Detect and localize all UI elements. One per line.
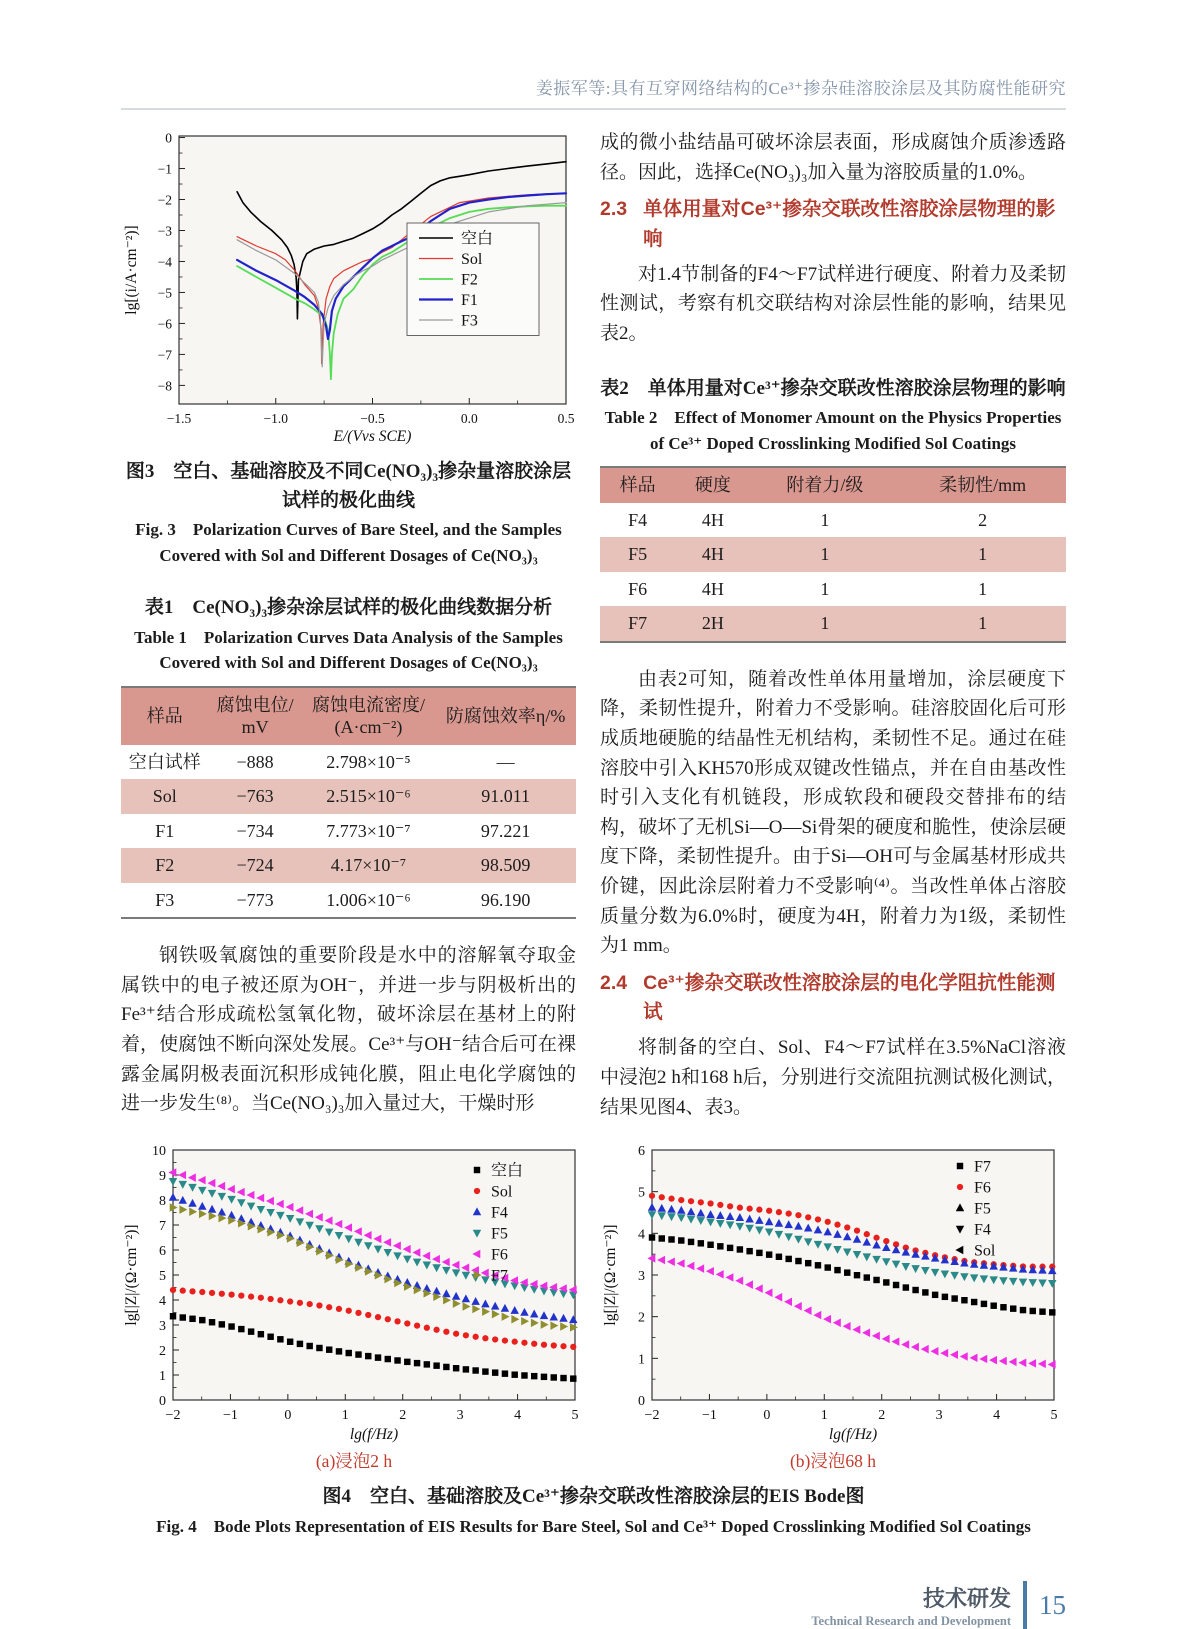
cell: F5 <box>628 544 648 565</box>
section-title: Ce³⁺掺杂交联改性溶胶涂层的电化学阻抗性能测试 <box>643 971 1056 1024</box>
cell: 2.798×10⁻⁵ <box>326 751 411 772</box>
cell: 1 <box>820 578 830 599</box>
svg-text:F7: F7 <box>974 1158 991 1176</box>
svg-text:10: 10 <box>152 1144 166 1160</box>
svg-text:0: 0 <box>165 130 172 146</box>
table-row <box>121 814 576 849</box>
svg-text:2: 2 <box>159 1344 166 1360</box>
svg-text:F6: F6 <box>974 1179 991 1197</box>
svg-text:1: 1 <box>820 1408 828 1424</box>
svg-text:−1: −1 <box>157 161 172 177</box>
svg-text:−6: −6 <box>157 316 172 332</box>
table-row <box>600 503 1066 538</box>
fig4-caption-en: Fig. 4 Bode Plots Representation of EIS Results for Bare Steel, Sol and Ce³⁺ Doped Crosslinking Modified Sol Coatings <box>156 1517 1031 1537</box>
header-line: 腐蚀电位/ <box>216 694 294 715</box>
svg-text:0: 0 <box>284 1408 292 1424</box>
svg-text:−2: −2 <box>157 192 172 208</box>
svg-text:−1.5: −1.5 <box>166 411 192 426</box>
table1-caption-zh: 表1 Ce(NO₃)₃掺杂涂层试样的极化曲线数据分析 <box>144 597 553 618</box>
cell: 4H <box>701 544 724 565</box>
svg-text:F2: F2 <box>461 271 478 289</box>
fig4-caption-a: (a)浸泡2 h <box>315 1451 393 1472</box>
section-title: 单体用量对Ce³⁺掺杂交联改性溶胶涂层物理的影响 <box>643 198 1056 250</box>
header-line: 样品 <box>146 705 183 726</box>
table2-block <box>600 375 1066 643</box>
svg-text:3: 3 <box>159 1319 166 1335</box>
cell: F3 <box>155 889 175 910</box>
svg-text:2: 2 <box>399 1408 407 1424</box>
svg-text:F5: F5 <box>491 1225 508 1243</box>
paragraph: 将制备的空白、Sol、F4～F7试样在3.5%NaCl溶液中浸泡2 h和168 h后，分别进行交流阻抗测试极化测试，结果见图4、表3。 <box>600 1037 1066 1118</box>
table1 <box>121 686 576 920</box>
table-row <box>121 779 576 814</box>
table-row <box>600 572 1066 607</box>
cell: −888 <box>236 751 274 772</box>
svg-text:3: 3 <box>456 1408 464 1424</box>
cell: 1 <box>820 544 830 565</box>
fig3-caption-zh: 图3 空白、基础溶胶及不同Ce(NO₃)₃掺杂量溶胶涂层试样的极化曲线 <box>125 461 572 511</box>
header-line: 硬度 <box>694 475 731 496</box>
cell: F4 <box>628 509 648 530</box>
cell: 91.011 <box>481 786 531 806</box>
cell: 98.509 <box>480 855 531 875</box>
svg-text:0: 0 <box>763 1408 771 1424</box>
cell: 2H <box>701 613 724 634</box>
cell: 2.515×10⁻⁶ <box>326 786 411 806</box>
page-number: 15 <box>1039 1589 1066 1620</box>
svg-text:F6: F6 <box>491 1246 508 1264</box>
cell: 4.17×10⁻⁷ <box>330 855 407 875</box>
svg-text:4: 4 <box>514 1408 522 1424</box>
fig4-caption-zh: 图4 空白、基础溶胶及Ce³⁺掺杂交联改性溶胶涂层的EIS Bode图 <box>322 1486 865 1508</box>
paragraph: 对1.4节制备的F4～F7试样进行硬度、附着力及柔韧性测试，考察有机交联结构对涂层性能的影响，结果见表2。 <box>600 263 1066 344</box>
cell: −773 <box>236 889 274 910</box>
table1-body <box>121 745 576 919</box>
footer-text <box>811 1582 1011 1629</box>
svg-text:6: 6 <box>159 1244 166 1260</box>
svg-text:0: 0 <box>159 1394 166 1410</box>
svg-text:lg[|Z|/(Ω·cm⁻²)]: lg[|Z|/(Ω·cm⁻²)] <box>602 1224 619 1326</box>
svg-text:2: 2 <box>638 1310 645 1326</box>
cell: 1.006×10⁻⁶ <box>326 889 411 910</box>
svg-text:Sol: Sol <box>461 251 483 268</box>
cell: F7 <box>628 613 648 634</box>
fig4-plot-b <box>600 1138 1066 1473</box>
svg-text:4: 4 <box>993 1408 1001 1424</box>
svg-text:空白: 空白 <box>461 230 494 248</box>
table1-caption-en: Table 1 Polarization Curves Data Analysis of the Samples Covered with Sol and Different Dosages of Ce(NO₃)₃ <box>134 627 563 672</box>
cell: F2 <box>155 855 175 875</box>
svg-text:−3: −3 <box>157 223 172 239</box>
svg-text:Sol: Sol <box>491 1183 513 1201</box>
right-column <box>600 128 1066 1122</box>
fig3-caption-en: Fig. 3 Polarization Curves of Bare Steel, and the Samples Covered with Sol and Different Dosages of Ce(NO₃)₃ <box>135 520 562 565</box>
fig4-caption-b: (b)浸泡68 h <box>789 1451 877 1472</box>
table-row <box>121 848 576 883</box>
svg-text:−1: −1 <box>701 1408 717 1424</box>
header-line: 附着力/级 <box>786 475 864 496</box>
section-number: 2.4 <box>600 971 628 994</box>
table2 <box>600 466 1066 643</box>
header-line: 腐蚀电流密度/ <box>311 694 425 715</box>
table1-header-row <box>121 687 576 745</box>
table2-col-flexibility <box>899 467 1066 503</box>
svg-text:1: 1 <box>159 1369 166 1385</box>
header-line: 样品 <box>619 475 656 496</box>
svg-text:6: 6 <box>638 1144 645 1160</box>
header-rule <box>121 108 1066 110</box>
cell: 1 <box>820 613 830 634</box>
cell: −724 <box>236 855 274 875</box>
svg-text:7: 7 <box>159 1219 166 1235</box>
paragraph-left: 钢铁吸氧腐蚀的重要阶段是水中的溶解氧夺取金属铁中的电子被还原为OH⁻，并进一步与阴极析出的Fe³⁺结合形成疏松氢氧化物，破坏涂层在基材上的附着，使腐蚀不断向深处发展。Ce³⁺与OH⁻结合后可在裸露金属阴极表面沉积形成钝化膜，阻止电化学腐蚀的进一步发生⁽⁸⁾。当Ce(NO₃)₃加入量过大，干燥时形 <box>121 945 576 1115</box>
cell: 97.221 <box>480 820 531 841</box>
svg-text:3: 3 <box>638 1269 645 1285</box>
svg-text:lg(f/Hz): lg(f/Hz) <box>828 1426 878 1444</box>
fig3-polarization-chart <box>121 128 576 450</box>
svg-text:−4: −4 <box>157 254 172 270</box>
svg-text:4: 4 <box>638 1227 645 1243</box>
header-line: 柔韧性/mm <box>939 475 1027 496</box>
svg-text:F1: F1 <box>461 292 478 309</box>
header-line: mV <box>241 717 269 737</box>
svg-text:0.0: 0.0 <box>460 411 478 426</box>
two-column-layout <box>121 128 1066 1122</box>
cell: 1 <box>978 578 988 599</box>
svg-text:F4: F4 <box>491 1204 508 1222</box>
footer-block <box>811 1581 1066 1629</box>
figure-4 <box>121 1138 1066 1473</box>
svg-text:8: 8 <box>159 1194 166 1210</box>
cell: 1 <box>820 509 830 530</box>
svg-text:F5: F5 <box>974 1200 991 1218</box>
paragraph: 成的微小盐结晶可破坏涂层表面，形成腐蚀介质渗透路径。因此，选择Ce(NO₃)₃加入量为溶胶质量的1.0%。 <box>600 132 1066 183</box>
table2-caption-zh: 表2 单体用量对Ce³⁺掺杂交联改性溶胶涂层物理的影响 <box>600 377 1066 399</box>
svg-text:−5: −5 <box>157 285 172 301</box>
svg-text:1: 1 <box>341 1408 349 1424</box>
svg-text:F3: F3 <box>461 312 478 330</box>
svg-text:Sol: Sol <box>974 1242 996 1260</box>
svg-text:9: 9 <box>159 1169 166 1185</box>
running-head: 姜振军等:具有互穿网络结构的Ce³⁺掺杂硅溶胶涂层及其防腐性能研究 <box>535 79 1066 98</box>
svg-text:−1: −1 <box>222 1408 238 1424</box>
svg-text:F4: F4 <box>974 1221 991 1239</box>
table-row <box>121 883 576 919</box>
svg-text:1: 1 <box>638 1352 645 1368</box>
cell: −763 <box>236 786 274 806</box>
svg-text:空白: 空白 <box>491 1162 524 1180</box>
figure-3 <box>121 128 576 568</box>
svg-text:−0.5: −0.5 <box>360 411 385 426</box>
svg-text:−1.0: −1.0 <box>263 411 288 426</box>
svg-text:lg[|Z|/(Ω·cm⁻²)]: lg[|Z|/(Ω·cm⁻²)] <box>123 1224 140 1326</box>
table-row <box>600 606 1066 642</box>
svg-text:0.5: 0.5 <box>557 411 575 426</box>
section-2-3-heading <box>600 195 1066 254</box>
paragraph: 由表2可知，随着改性单体用量增加，涂层硬度下降，柔韧性提升，附着力不受影响。硅溶胶固化后可形成质地硬脆的结晶性无机结构，柔韧性不足。通过在硅溶胶中引入KH570形成双键改性锚点，并在自由基改性时引入支化有机链段，形成软段和硬段交替排布的结构，破坏了无机Si—O—Si骨架的硬度和脆性，使涂层硬度下降，柔韧性提升。由于Si—OH可与金属基材形成共价键，因此涂层附着力不受影响⁽⁴⁾。当改性单体占溶胶质量分数为6.0%时，硬度为4H，附着力为1级，柔韧性为1 mm。 <box>600 668 1066 957</box>
svg-text:−2: −2 <box>644 1408 660 1424</box>
svg-text:−7: −7 <box>157 347 172 363</box>
table1-head <box>121 687 576 745</box>
svg-text:5: 5 <box>1050 1408 1058 1424</box>
footer-section-zh: 技术研发 <box>922 1585 1011 1611</box>
table2-body <box>600 503 1066 642</box>
cell: 4H <box>701 578 724 599</box>
cell: — <box>496 751 515 772</box>
table2-header-row <box>600 467 1066 503</box>
svg-text:F7: F7 <box>491 1267 508 1285</box>
footer-section-en: Technical Research and Development <box>811 1613 1011 1628</box>
table1-col-potential <box>209 687 302 745</box>
cell: 7.773×10⁻⁷ <box>326 820 411 841</box>
cell: 4H <box>701 509 724 530</box>
cell: Sol <box>152 786 177 806</box>
cell: 1 <box>978 613 988 634</box>
table-row <box>121 745 576 780</box>
section-2-4-heading <box>600 969 1066 1028</box>
svg-text:4: 4 <box>159 1294 166 1310</box>
cell: 1 <box>978 544 988 565</box>
spacer <box>121 919 576 941</box>
svg-text:2: 2 <box>878 1408 886 1424</box>
cell: F1 <box>155 820 175 841</box>
footer-accent-bar <box>1023 1581 1027 1629</box>
svg-text:lg(f/Hz): lg(f/Hz) <box>349 1426 399 1444</box>
svg-text:0: 0 <box>638 1394 645 1410</box>
table2-caption-en: Table 2 Effect of Monomer Amount on the Physics Properties of Ce³⁺ Doped Crosslinking Modified Sol Coatings <box>604 408 1062 453</box>
left-column <box>121 128 576 1119</box>
table1-col-current <box>302 687 436 745</box>
svg-text:lg[(i/A·cm⁻²)]: lg[(i/A·cm⁻²)] <box>123 225 140 315</box>
header-line: (A·cm⁻²) <box>334 717 403 737</box>
fig4-plot-a <box>121 1138 587 1473</box>
table2-head <box>600 467 1066 503</box>
svg-text:−8: −8 <box>157 378 172 394</box>
svg-text:5: 5 <box>159 1269 166 1285</box>
header-line: 防腐蚀效率η/% <box>445 705 566 726</box>
table2-col-adhesion <box>751 467 900 503</box>
cell: 2 <box>978 509 988 530</box>
table1-col-efficiency <box>435 687 576 745</box>
table2-col-hardness <box>675 467 750 503</box>
table2-col-sample <box>600 467 675 503</box>
fig4-bode-chart-68h <box>600 1138 1066 1448</box>
table1-block <box>121 594 576 919</box>
svg-text:E/(Vvs SCE): E/(Vvs SCE) <box>333 428 412 445</box>
table-row <box>600 537 1066 572</box>
table1-col-sample <box>121 687 209 745</box>
svg-text:5: 5 <box>638 1185 645 1201</box>
svg-text:−2: −2 <box>165 1408 181 1424</box>
cell: F6 <box>628 578 648 599</box>
section-number: 2.3 <box>600 198 628 221</box>
svg-text:5: 5 <box>571 1408 579 1424</box>
cell: 96.190 <box>480 889 531 910</box>
fig4-bode-chart-2h <box>121 1138 587 1448</box>
page-footer <box>0 1581 1187 1629</box>
cell: 空白试样 <box>128 751 201 772</box>
svg-text:3: 3 <box>935 1408 943 1424</box>
cell: −734 <box>236 820 274 841</box>
spacer <box>600 643 1066 665</box>
